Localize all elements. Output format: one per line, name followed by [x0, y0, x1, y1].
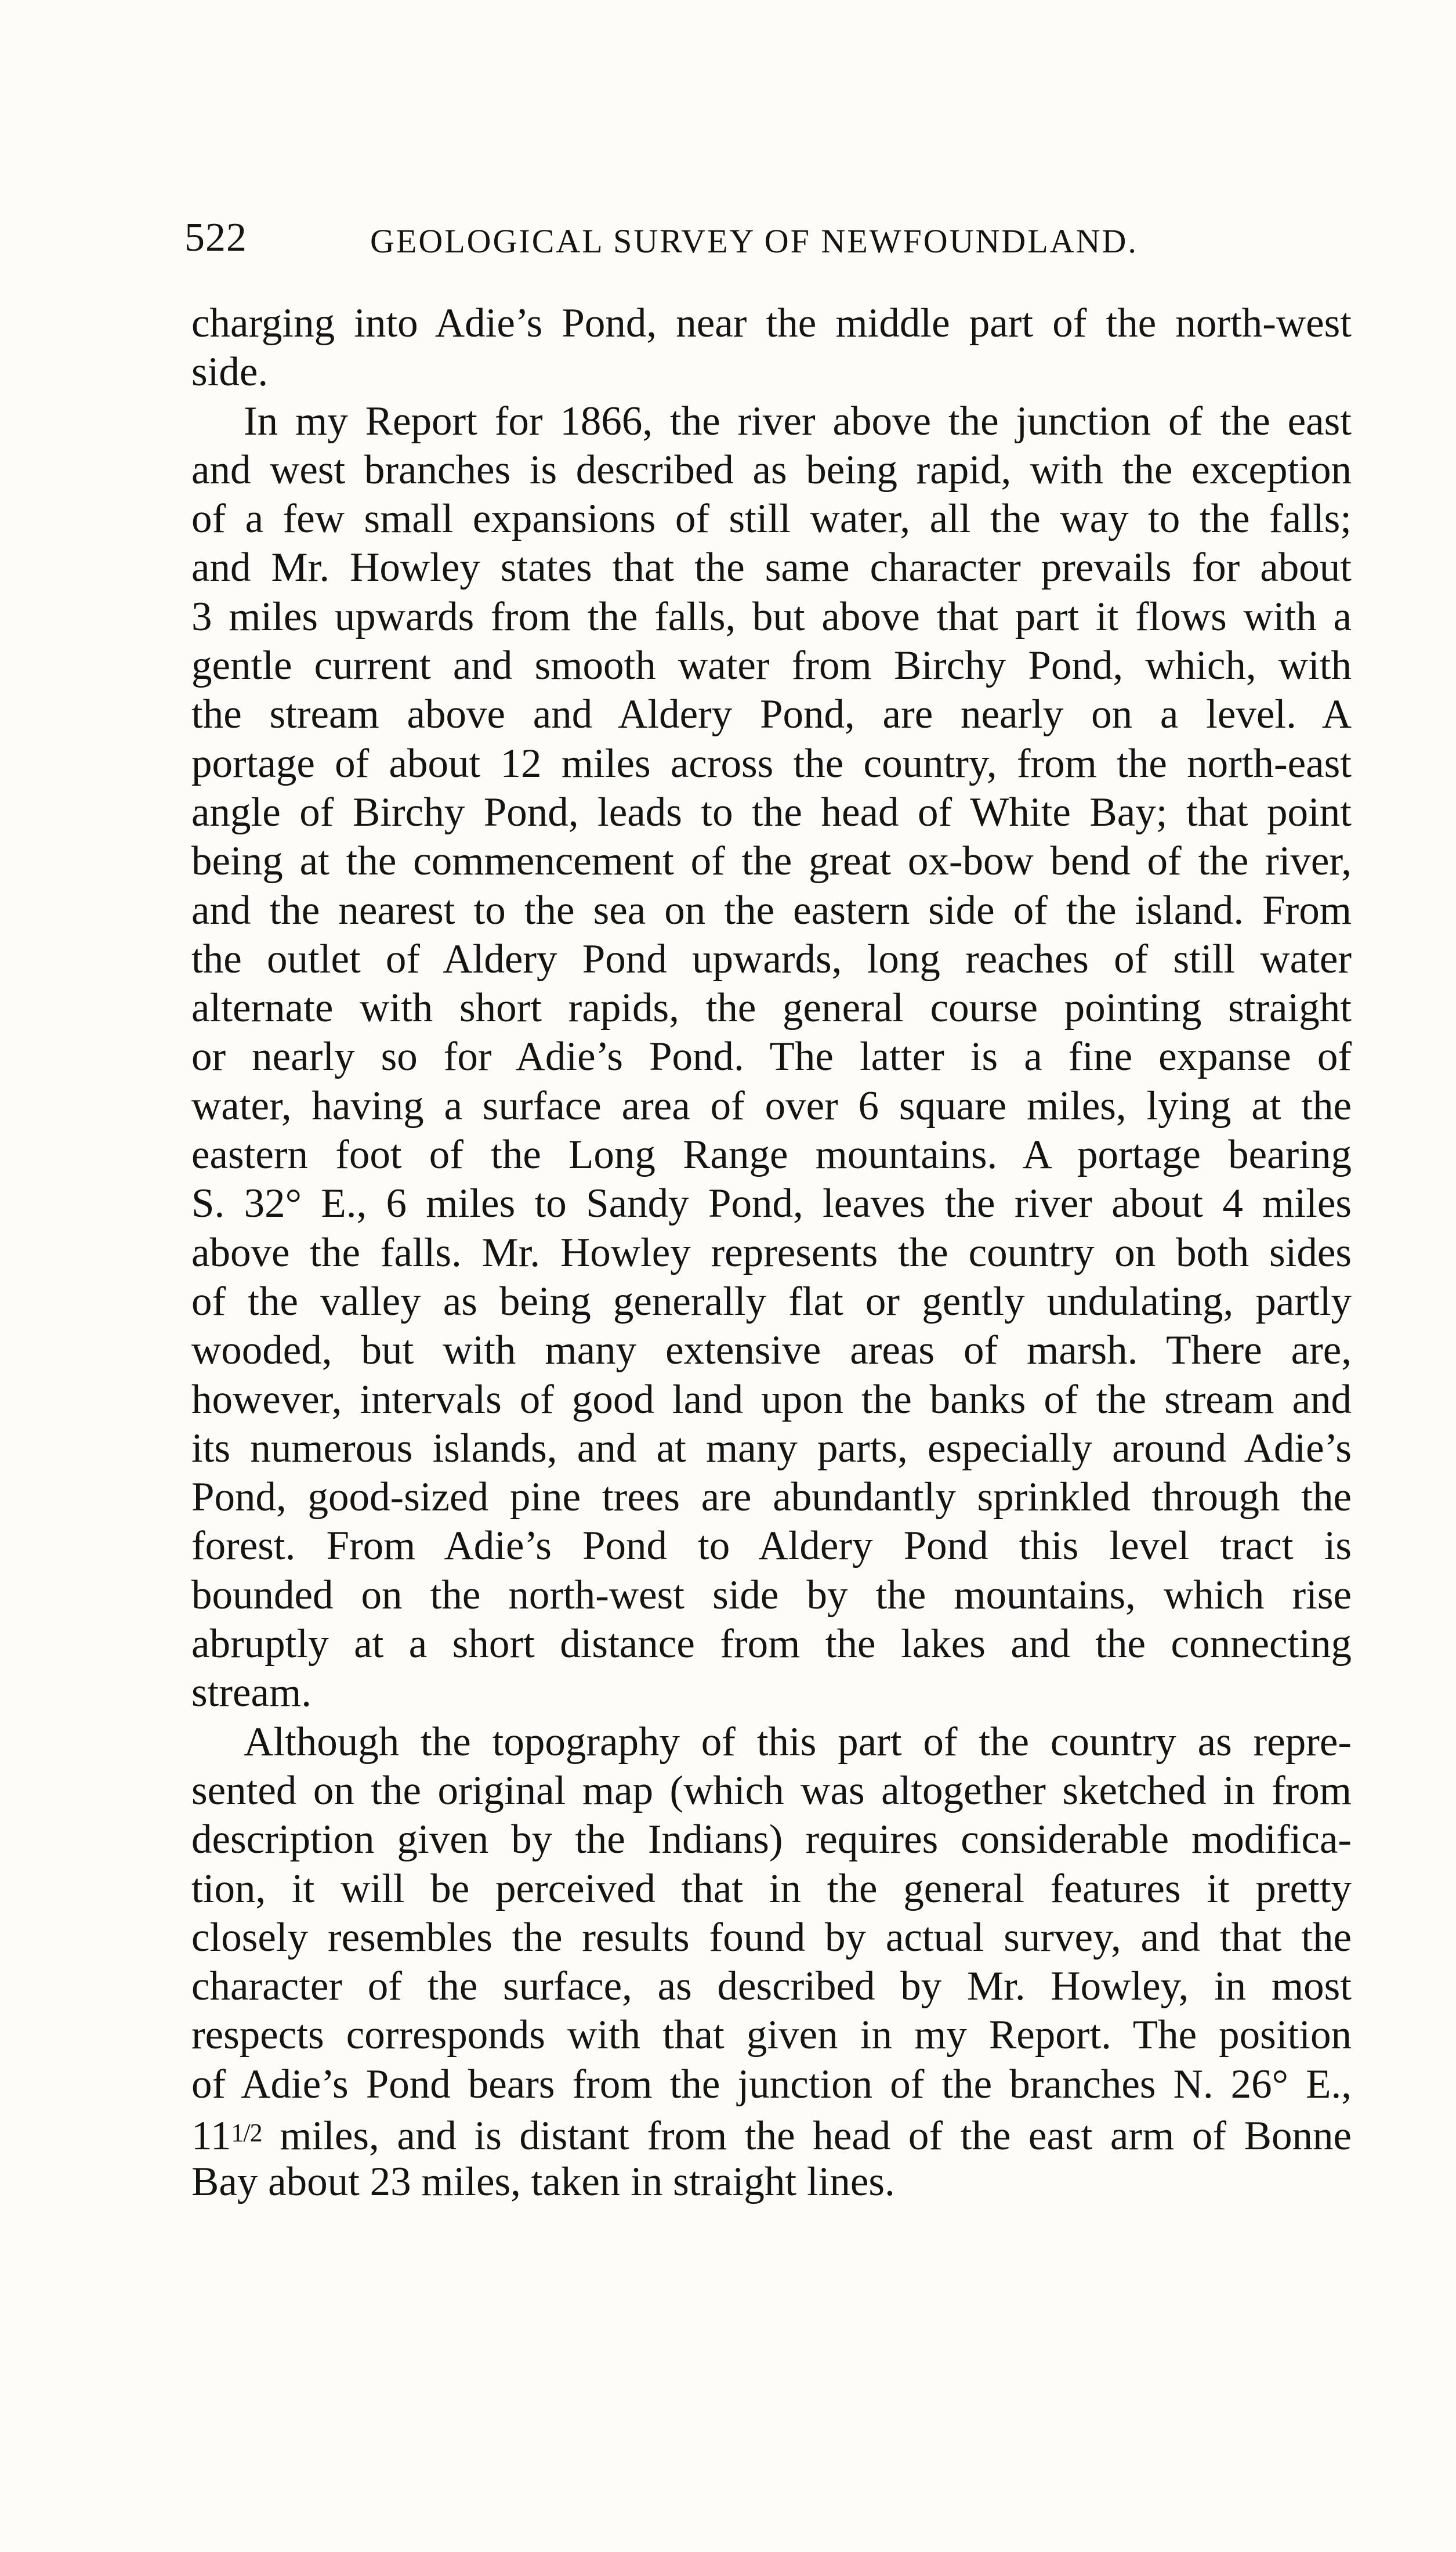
text-line: forest. From Adie’s Pond to Aldery Pond this level tract is [191, 1523, 1352, 1569]
text-line: and Mr. Howley states that the same character prevails for about [191, 545, 1352, 591]
text-line: however, intervals of good land upon the banks of the stream and [191, 1376, 1352, 1422]
text-line: charging into Adie’s Pond, near the middle part of the north-west [191, 301, 1352, 346]
text-line: above the falls. Mr. Howley represents the country on both sides [191, 1230, 1352, 1275]
text-line: In my Report for 1866, the river above the junction of the east [244, 398, 1352, 444]
text-line: of the valley as being generally flat or gently undulating, partly [191, 1278, 1352, 1324]
text-line: bounded on the north-west side by the mountains, which rise [191, 1572, 1352, 1618]
text-line-fraction [191, 2109, 1352, 2157]
text-line: eastern foot of the Long Range mountains. A portage bearing [191, 1132, 1352, 1178]
text-line: of Adie’s Pond bears from the junction of the branches N. 26° E., [191, 2061, 1352, 2107]
text-line: sented on the original map (which was altogether sketched in from [191, 1767, 1352, 1813]
text-line: its numerous islands, and at many parts, especially around Adie’s [191, 1425, 1352, 1471]
text-line: water, having a surface area of over 6 square miles, lying at the [191, 1083, 1352, 1129]
text-line: or nearly so for Adie’s Pond. The latter is a fine expanse of [191, 1034, 1352, 1080]
text-line: Although the topography of this part of the country as repre- [244, 1719, 1352, 1765]
page-number: 522 [184, 215, 247, 260]
text-line: wooded, but with many extensive areas of marsh. There are, [191, 1328, 1352, 1373]
text-line: gentle current and smooth water from Birchy Pond, which, with [191, 643, 1352, 689]
whole-number: 11 [191, 2113, 231, 2159]
text-line: respects corresponds with that given in my Report. The position [191, 2012, 1352, 2058]
text-line: side. [191, 349, 269, 395]
line-remainder: miles, and is distant from the head of the east arm of Bonne [262, 2113, 1352, 2159]
text-line: stream. [191, 1670, 312, 1716]
text-line: abruptly at a short distance from the lakes and the connecting [191, 1621, 1352, 1667]
text-line: Bay about 23 miles, taken in straight lines. [191, 2159, 895, 2205]
text-line: angle of Birchy Pond, leads to the head of White Bay; that point [191, 789, 1352, 835]
text-line: S. 32° E., 6 miles to Sandy Pond, leaves the river about 4 miles [191, 1181, 1352, 1227]
text-line: character of the surface, as described by Mr. Howley, in most [191, 1964, 1352, 2009]
text-line: 3 miles upwards from the falls, but above that part it flows with a [191, 594, 1352, 639]
text-line: the outlet of Aldery Pond upwards, long reaches of still water [191, 936, 1352, 982]
text-line: portage of about 12 miles across the country, from the north-east [191, 740, 1352, 786]
text-line: alternate with short rapids, the general course pointing straight [191, 985, 1352, 1031]
fraction-half: 1/2 [231, 2118, 262, 2147]
text-line: description given by the Indians) requires considerable modifica- [191, 1817, 1352, 1863]
page-header [184, 209, 1182, 267]
text-line: closely resembles the results found by actual survey, and that the [191, 1914, 1352, 1960]
text-line: Pond, good-sized pine trees are abundantly sprinkled through the [191, 1474, 1352, 1520]
text-line: of a few small expansions of still water, all the way to the falls; [191, 496, 1352, 542]
text-line: being at the commencement of the great ox-bow bend of the river, [191, 838, 1352, 884]
running-title: GEOLOGICAL SURVEY OF NEWFOUNDLAND. [370, 222, 1138, 260]
text-line: tion, it will be perceived that in the general features it pretty [191, 1866, 1352, 1911]
text-line: and west branches is described as being rapid, with the exception [191, 447, 1352, 493]
body-text [191, 299, 1352, 2207]
text-line: the stream above and Aldery Pond, are nearly on a level. A [191, 692, 1352, 738]
text-line: and the nearest to the sea on the eastern side of the island. From [191, 887, 1352, 933]
